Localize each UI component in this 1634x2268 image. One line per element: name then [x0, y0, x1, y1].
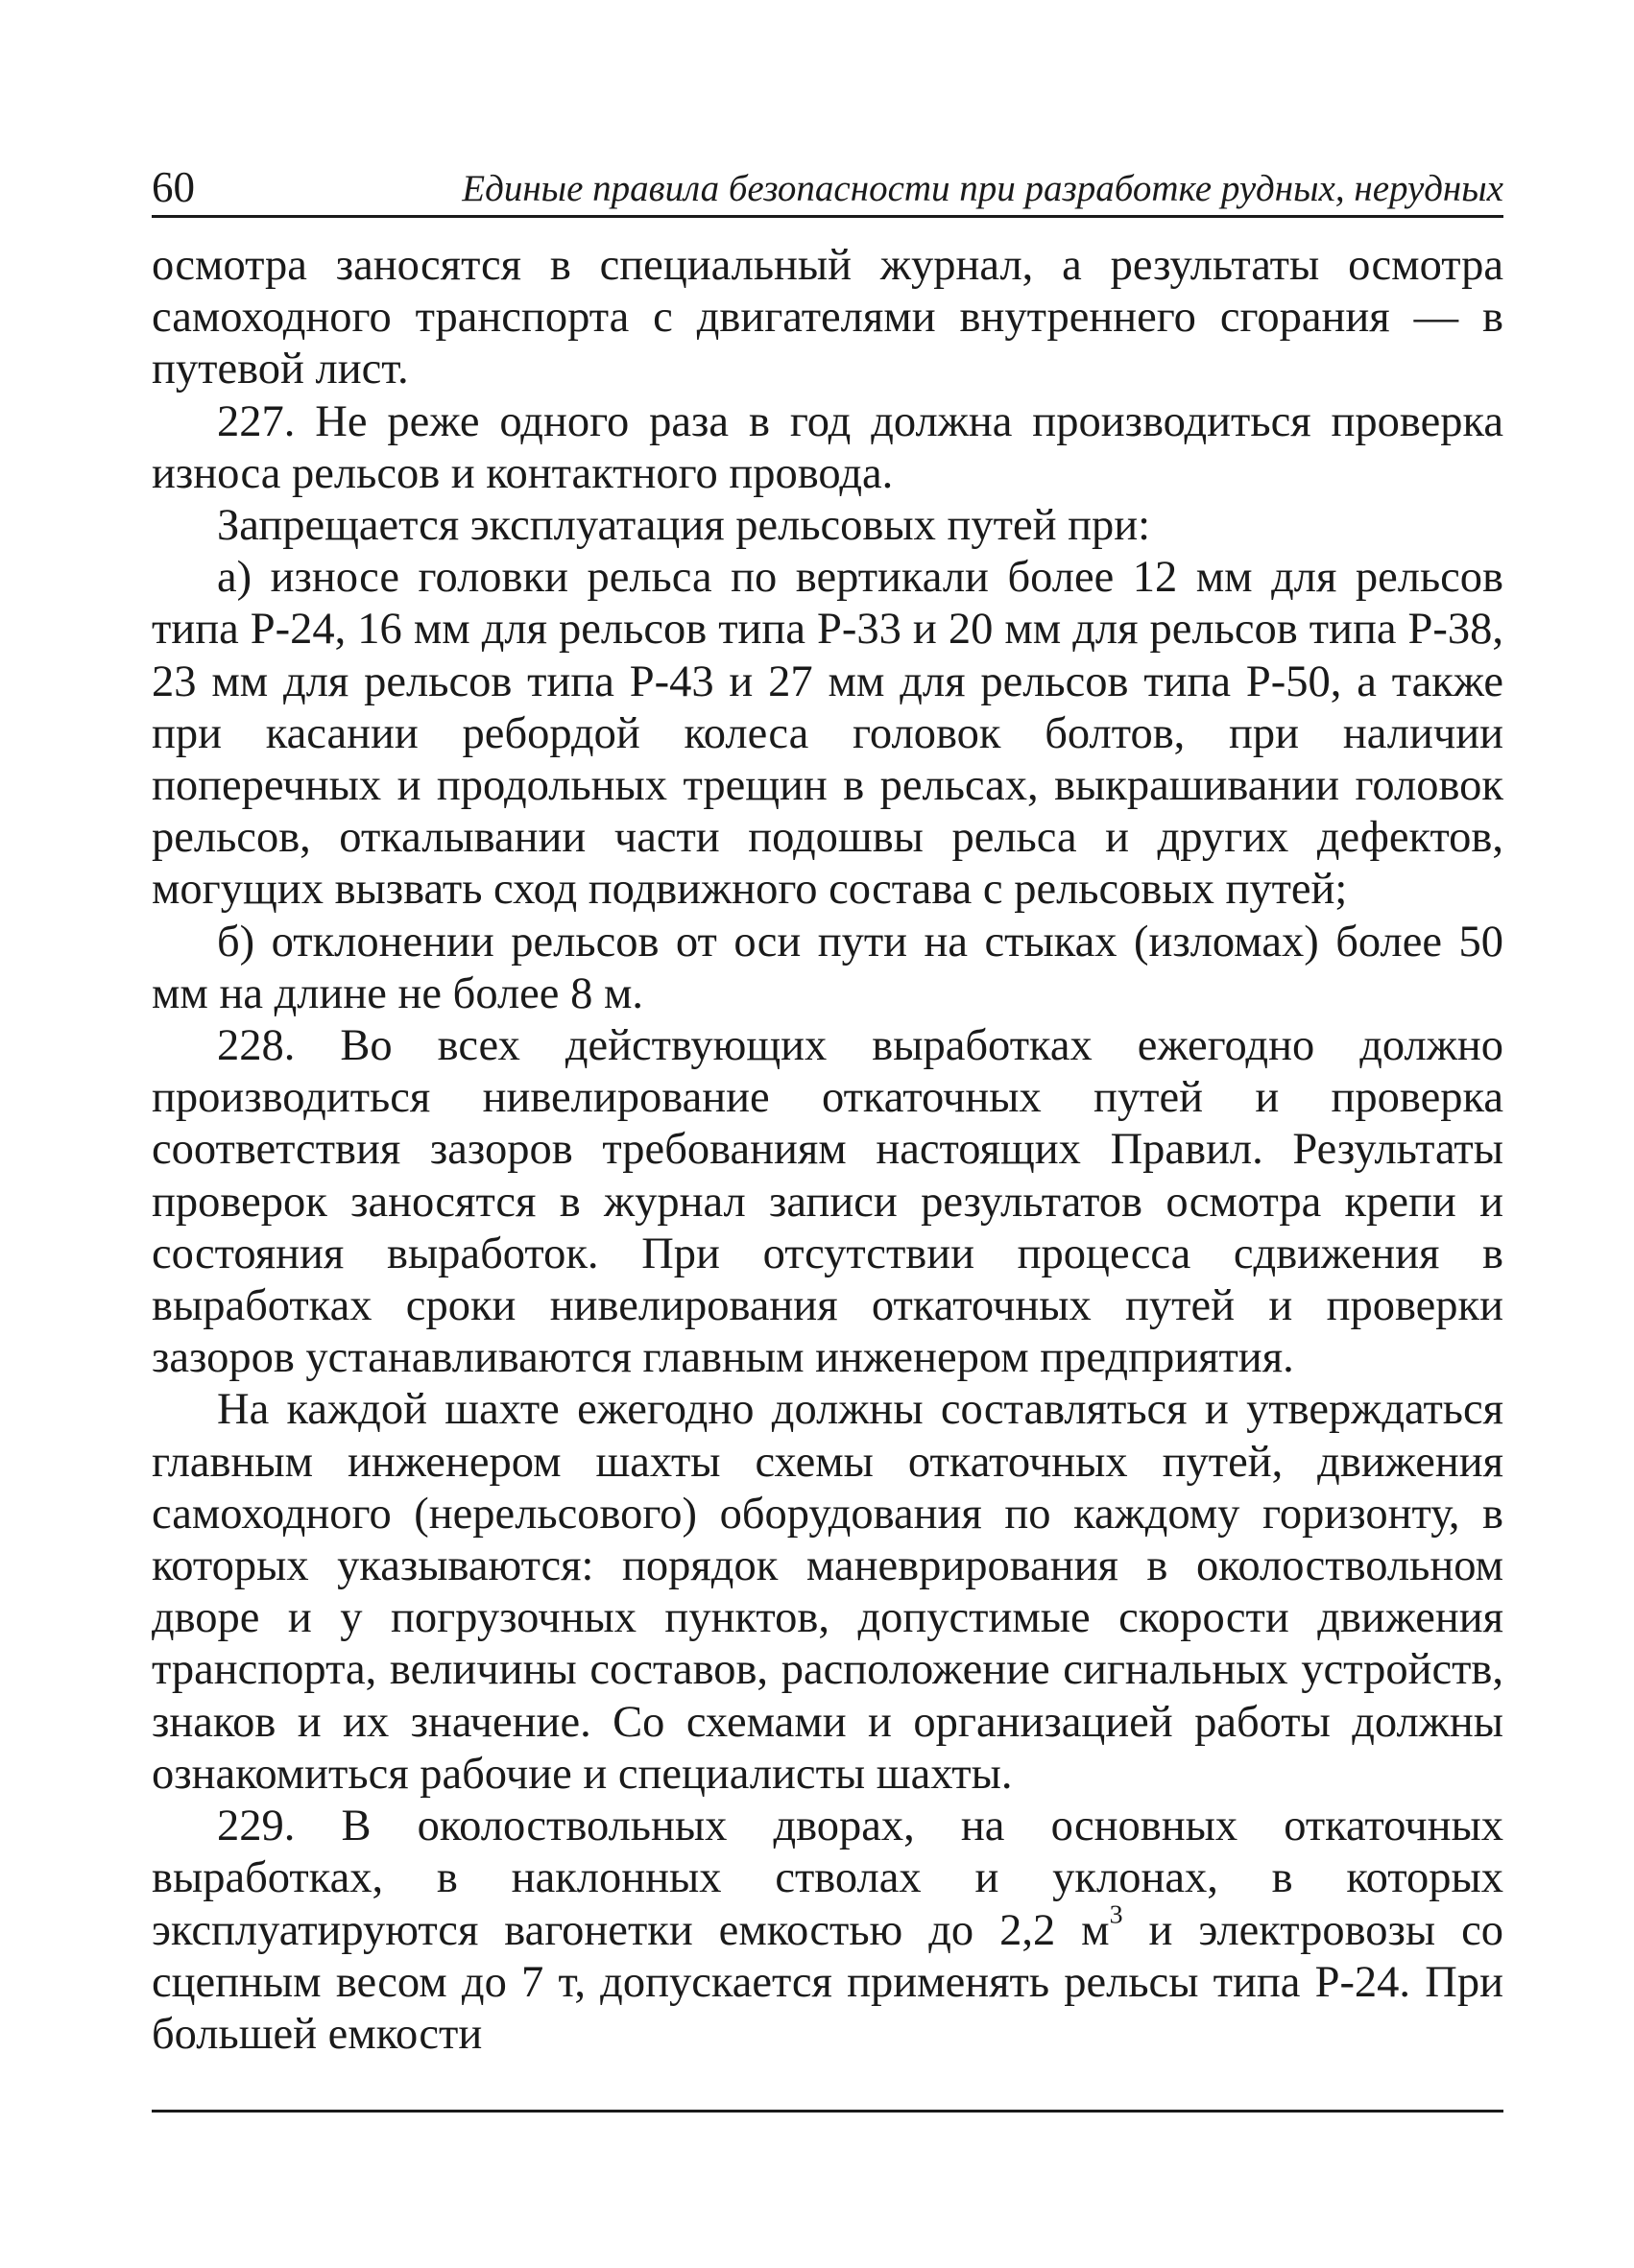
- paragraph-229-text-end: и электровозы со сцепным весом до 7 т, допускается применять рельсы типа Р-24. При большей емкости: [152, 1905, 1503, 2059]
- paragraph-mine-schemes: На каждой шахте ежегодно должны составляться и утверждаться главным инженером шахты схемы откаточных путей, движения самоходного (нерельсового) оборудования по каждому горизонту, в которых указываются: порядок маневрирования в околоствольном дворе и у погрузочных пунктов, допустимые скорости движения транспорта, величины составов, расположение сигнальных устройств, знаков и их значение. Со схемами и организацией работы должны ознакомиться рабочие и специалисты шахты.: [152, 1385, 1503, 1799]
- bottom-rule: [152, 2110, 1503, 2113]
- page-body: [152, 240, 1503, 2061]
- paragraph-229-text-start: 229. В околоствольных дворах, на основных откаточных выработках, в наклонных стволах и уклонах, в которых эксплуатируются вагонетки емкостью до 2,2 м: [152, 1802, 1503, 1955]
- list-item-a: а) износе головки рельса по вертикали более 12 мм для рельсов типа Р-24, 16 мм для рельсов типа Р-33 и 20 мм для рельсов типа Р-38, 23 мм для рельсов типа Р-43 и 27 мм для рельсов типа Р-50, а также при касании ребордой колеса головок болтов, при наличии поперечных и продольных трещин в рельсах, выкрашивании головок рельсов, откалывании части подошвы рельса и других дефектов, могущих вызвать сход подвижного состава с рельсовых путей;: [152, 553, 1503, 915]
- list-item-b: б) отклонении рельсов от оси пути на стыках (изломах) более 50 мм на длине не более 8 м.: [152, 917, 1503, 1018]
- paragraph-229: [152, 1801, 1503, 2061]
- running-header: [152, 165, 1503, 218]
- paragraph-continuation: осмотра заносятся в специальный журнал, а результаты осмотра самоходного транспорта с двигателями внутреннего сгорания — в путевой лист.: [152, 241, 1503, 394]
- page-number: 60: [152, 163, 195, 211]
- paragraph-228: 228. Во всех действующих выработках ежегодно должно производиться нивелирование откаточных путей и проверка соответствия зазоров требованиям настоящих Правил. Результаты проверок заносятся в журнал записи результатов осмотра крепи и состояния выработок. При отсутствии процесса сдвижения в выработках сроки нивелирования откаточных путей и проверки зазоров устанавливаются главным инженером предприятия.: [152, 1021, 1503, 1383]
- cubic-superscript: 3: [1109, 1899, 1123, 1930]
- paragraph-227: 227. Не реже одного раза в год должна производиться проверка износа рельсов и контактного провода.: [152, 396, 1503, 498]
- running-title: Единые правила безопасности при разработке рудных, нерудных: [462, 168, 1503, 209]
- paragraph-prohibition: Запрещается эксплуатация рельсовых путей при:: [217, 501, 1151, 551]
